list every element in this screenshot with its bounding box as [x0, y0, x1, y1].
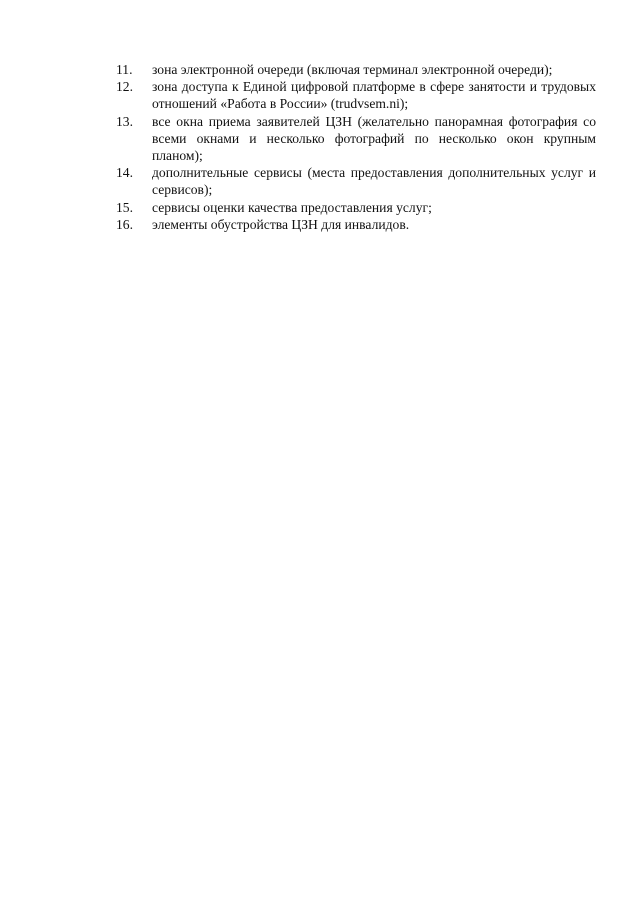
- list-item: [116, 216, 596, 233]
- list-item-text: зона доступа к Единой цифровой платформе в сфере занятости и трудовых отношений «Работа в России» (trudvsem.ni);: [152, 79, 596, 112]
- list-item-number: 12.: [116, 79, 133, 95]
- list-item: [116, 61, 596, 78]
- numbered-list: [116, 61, 596, 233]
- list-item-text: все окна приема заявителей ЦЗН (желательно панорамная фотография со всеми окнами и несколько фотографий по несколько окон крупным планом);: [152, 113, 596, 164]
- list-item-number: 11.: [116, 62, 133, 77]
- list-item: [116, 78, 596, 112]
- list-item: [116, 199, 596, 216]
- list-item-text: сервисы оценки качества предоставления услуг;: [152, 199, 432, 215]
- list-item-text: зона электронной очереди (включая терминал электронной очереди);: [152, 62, 553, 77]
- list-item-number: 16.: [116, 216, 133, 232]
- list-item: [116, 113, 596, 165]
- list-item-number: 15.: [116, 199, 133, 215]
- list-item-number: 14.: [116, 165, 133, 181]
- list-item: [116, 164, 596, 198]
- list-item-text: дополнительные сервисы (места предоставления дополнительных услуг и сервисов);: [152, 165, 596, 198]
- list-item-number: 13.: [116, 113, 133, 129]
- list-item-text: элементы обустройства ЦЗН для инвалидов.: [152, 216, 410, 232]
